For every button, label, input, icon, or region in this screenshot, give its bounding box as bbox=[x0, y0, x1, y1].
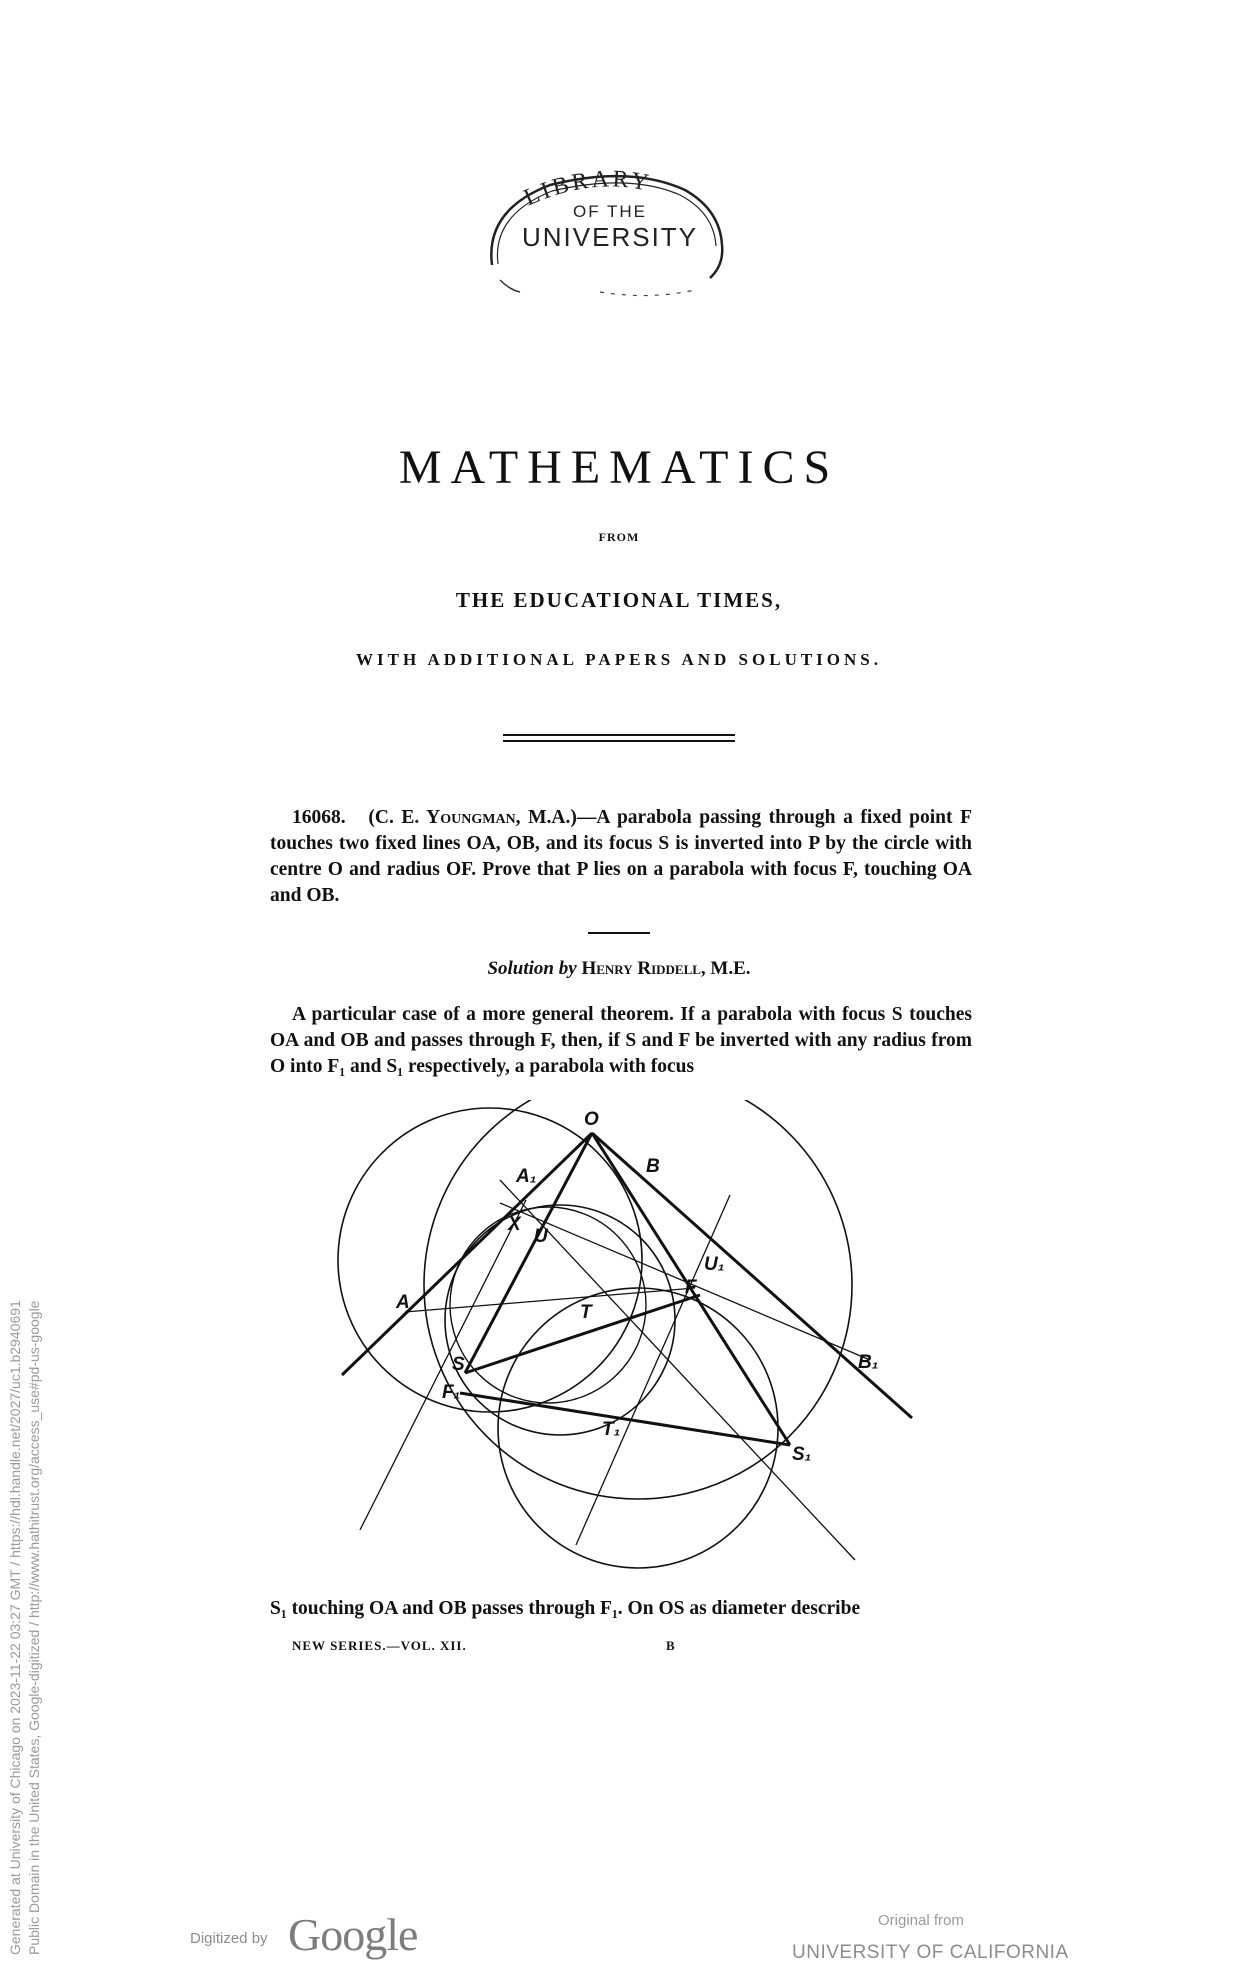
title-rule-top bbox=[503, 734, 735, 736]
label-B: B bbox=[646, 1156, 660, 1177]
solution-label: Solution by bbox=[487, 958, 577, 979]
stamp-university: UNIVERSITY bbox=[521, 222, 699, 252]
label-U1: U₁ bbox=[704, 1254, 725, 1275]
figure-svg bbox=[320, 1100, 940, 1580]
label-O: O bbox=[584, 1109, 599, 1130]
side-note-line-1: Generated at University of Chicago on 2023-11-22 03:27 GMT / https://hdl.handle.net/2027/uc1.b2940691 bbox=[7, 1300, 23, 1955]
label-T1: T₁ bbox=[602, 1419, 621, 1440]
line-tangent-1 bbox=[576, 1195, 730, 1545]
line-tangent-3 bbox=[500, 1180, 855, 1560]
hathitrust-side-note bbox=[6, 1300, 44, 1955]
digitized-by-label: Digitized by bbox=[190, 1930, 268, 1947]
from-label: FROM bbox=[598, 530, 640, 544]
original-from-label: Original from bbox=[878, 1912, 964, 1929]
label-B1: B₁ bbox=[858, 1352, 879, 1373]
label-U: U bbox=[534, 1226, 548, 1247]
solution-text: A particular case of a more general theorem. If a parabola with focus S touches OA and OB and passes through F, then, if S and F be inverted with any radius from O into F₁ and S₁ respectively, a parabola with focus bbox=[270, 1004, 972, 1077]
solution-degree: , M.E. bbox=[700, 958, 751, 979]
library-stamp bbox=[480, 170, 740, 320]
line-OB bbox=[592, 1133, 912, 1418]
label-F: F bbox=[685, 1277, 697, 1298]
problem-text: —A parabola passing through a fixed point F touches two fixed lines OA, OB, and its focus S is inverted into P by the circle with centre O and radius OF. Prove that P lies on a parabola with focus F, touching OA and OB. bbox=[270, 807, 972, 906]
continuation-text: S₁ touching OA and OB passes through F₁. On OS as diameter describe bbox=[270, 1598, 861, 1619]
original-university: UNIVERSITY OF CALIFORNIA bbox=[792, 1942, 1069, 1963]
line-tangent-2 bbox=[360, 1200, 526, 1530]
label-X: X bbox=[508, 1214, 521, 1235]
stamp-arc-text: LIBRARY bbox=[520, 170, 654, 212]
source-title: THE EDUCATIONAL TIMES, bbox=[455, 588, 783, 612]
line-OA bbox=[342, 1133, 592, 1375]
solution-heading bbox=[0, 958, 1238, 980]
problem-rule bbox=[588, 932, 650, 934]
problem-number: 16068. bbox=[292, 807, 346, 828]
circle-lower bbox=[498, 1288, 778, 1568]
google-logo: Google bbox=[288, 1909, 418, 1960]
problem-statement bbox=[270, 805, 972, 909]
label-T: T bbox=[580, 1302, 592, 1323]
solution-author: Henry Riddell bbox=[581, 958, 701, 979]
title-rule-bottom bbox=[503, 740, 735, 742]
series-volume: NEW SERIES.—VOL. XII. bbox=[292, 1638, 467, 1653]
problem-author: (C. E. Youngman, M.A.) bbox=[368, 807, 577, 828]
label-F1: F₁ bbox=[442, 1382, 461, 1403]
label-S1: S₁ bbox=[792, 1444, 812, 1465]
page-title: MATHEMATICS bbox=[398, 441, 840, 494]
label-A1: A₁ bbox=[516, 1166, 537, 1187]
geometry-figure bbox=[320, 1100, 940, 1580]
stamp-of-the: OF THE bbox=[572, 202, 648, 221]
additional-subtitle: WITH ADDITIONAL PAPERS AND SOLUTIONS. bbox=[355, 650, 883, 669]
label-A: A bbox=[396, 1292, 410, 1313]
side-note-line-2: Public Domain in the United States, Google-digitized / http://www.hathitrust.org/access_use#pd-us-google bbox=[26, 1300, 42, 1955]
circle-left bbox=[338, 1108, 642, 1412]
label-S: S bbox=[452, 1354, 465, 1375]
signature-mark: B bbox=[666, 1638, 675, 1653]
